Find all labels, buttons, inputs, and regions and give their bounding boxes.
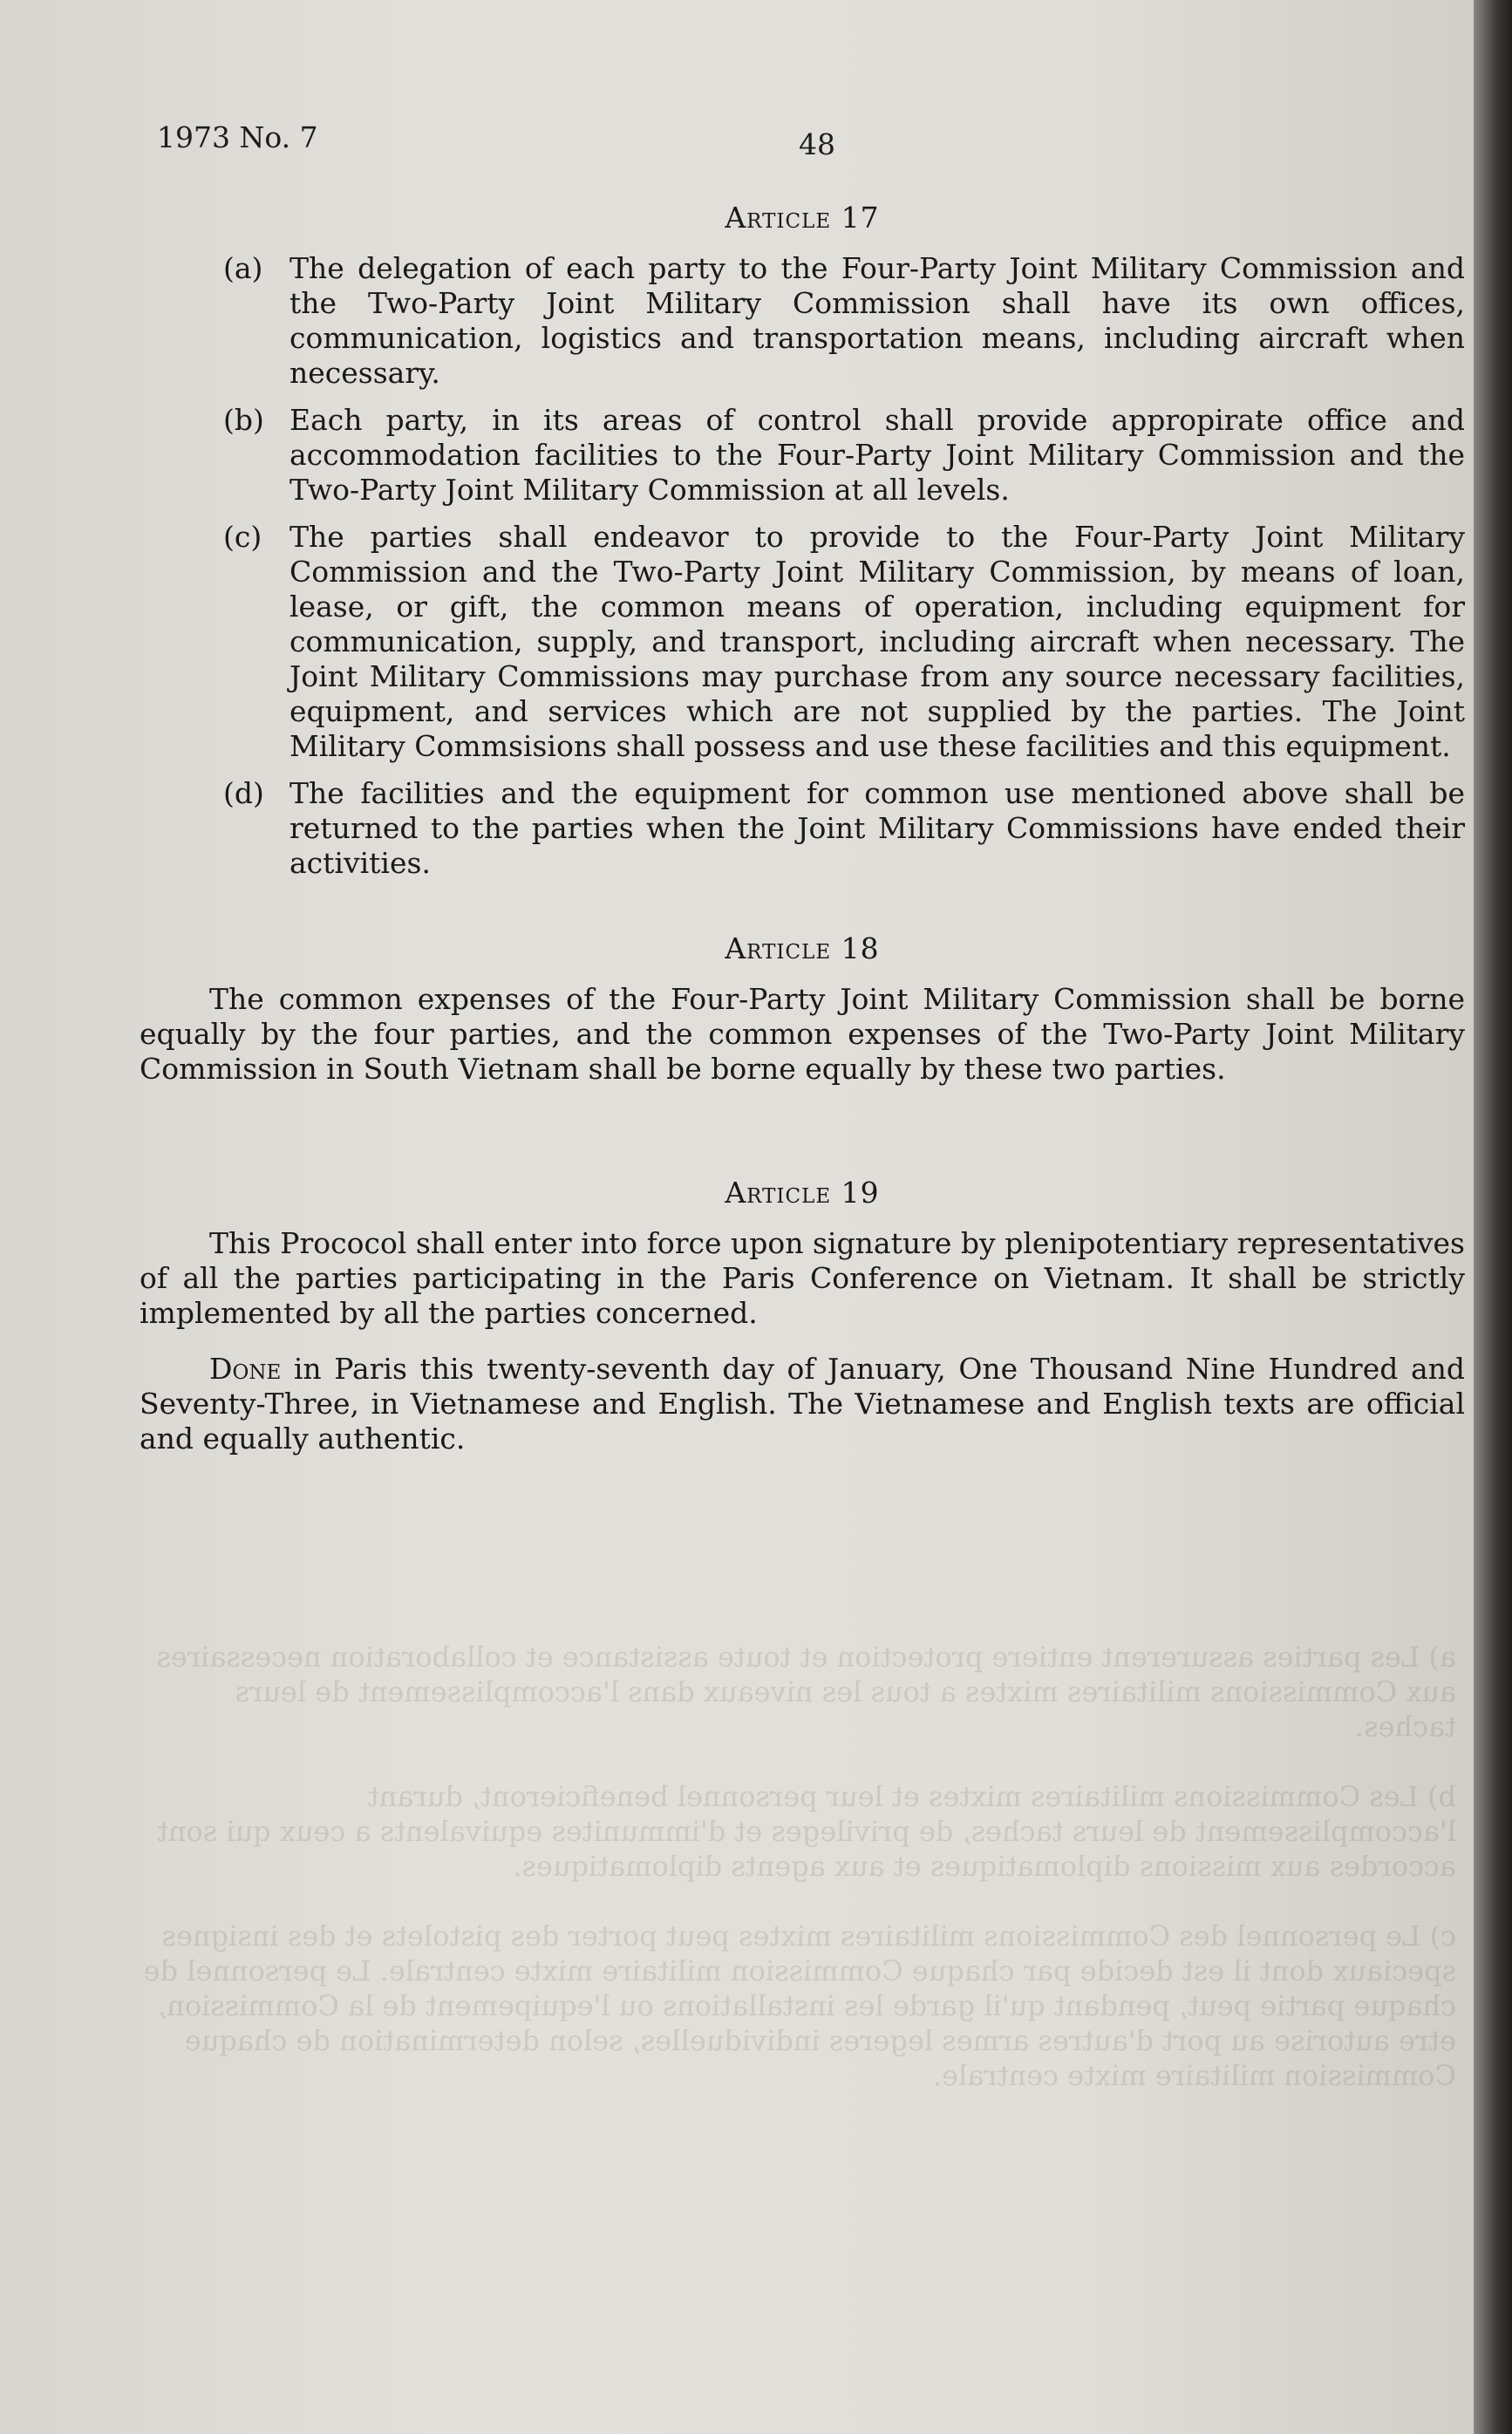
- item-label: (d): [223, 776, 264, 810]
- item-label: (c): [223, 520, 262, 554]
- article-17-item-b: [140, 403, 1465, 508]
- item-text: The parties shall endeavor to provide to the Four-Party Joint Military Commission and the Two-Party Joint Military Commission, by means of loan, lease, or gift, the common means of operation, including equipment for communication, supply, and transport, including aircraft when necessary. The Joint Military Commissions may purchase from any source necessary facilities, equipment, and services which are not supplied by the parties. The Joint Military Commsisions shall possess and use these facilities and this equipment.: [289, 520, 1465, 763]
- article-18-text: The common expenses of the Four-Party Joint Military Commission shall be borne equally by the four parties, and the common expenses of the Two-Party Joint Military Commission in South Vietnam shall be borne equally by these two parties.: [140, 982, 1465, 1086]
- done-word: Done: [209, 1352, 282, 1386]
- bleed-through-text: a) Les parties assurerent entiere protection et toute assistance et collaboration necessaires aux Commissions militaires mixtes a tous les niveaux dans l'accomplissement de leurs taches. b) Les Commissions militaires mixtes et leur personnel beneficieront, durant l'accomplissement de leurs taches, de privileges et d'immunites equivalents a ceux qui sont accordes aux missions diplomatiques et aux agents diplomatiques. c) Le personnel des Commissions militaires mixtes peut porter des pistolets et des insignes speciaux dont il est decide par chaque Commission militaire mixte centrale. Le personnel de chaque partie peut, pendant qu'il garde les installations ou l'equipement de la Commission, etre autorise au port d'autres armes legeres individuelles, selon determination de chaque Commission militaire mixte centrale.: [143, 1640, 1456, 2092]
- year-number: 1973 No. 7: [157, 120, 318, 154]
- document-body: [140, 201, 1465, 1477]
- article-17-item-d: [140, 776, 1465, 881]
- page-header: [157, 120, 1378, 164]
- item-label: (a): [223, 251, 263, 285]
- item-text: The facilities and the equipment for common use mentioned above shall be returned to the parties when the Joint Military Commissions have ended their activities.: [289, 776, 1465, 880]
- page-number: 48: [799, 127, 835, 161]
- book-binding-edge: [1474, 0, 1512, 2434]
- article-19-text: This Prococol shall enter into force upon signature by plenipotentiary representatives of all the parties participating in the Paris Conference on Vietnam. It shall be strictly implemented by all the parties concerned.: [140, 1226, 1465, 1330]
- done-text: in Paris this twenty-seventh day of January, One Thousand Nine Hundred and Seventy-Three, in Vietnamese and English. The Vietnamese and English texts are official and equally authentic.: [140, 1352, 1465, 1456]
- done-paragraph: [140, 1352, 1465, 1456]
- article-17-item-c: [140, 520, 1465, 764]
- article-17-title: Article 17: [725, 201, 880, 235]
- article-19-title: Article 19: [725, 1176, 880, 1210]
- article-18-title: Article 18: [725, 931, 880, 965]
- article-17-item-a: [140, 251, 1465, 391]
- item-label: (b): [223, 403, 264, 437]
- item-text: The delegation of each party to the Four-Party Joint Military Commission and the Two-Party Joint Military Commission shall have its own offices, communication, logistics and transportation means, including aircraft when necessary.: [289, 251, 1465, 390]
- item-text: Each party, in its areas of control shall provide appropirate office and accommodation facilities to the Four-Party Joint Military Commission and the Two-Party Joint Military Commission at all levels.: [289, 403, 1465, 507]
